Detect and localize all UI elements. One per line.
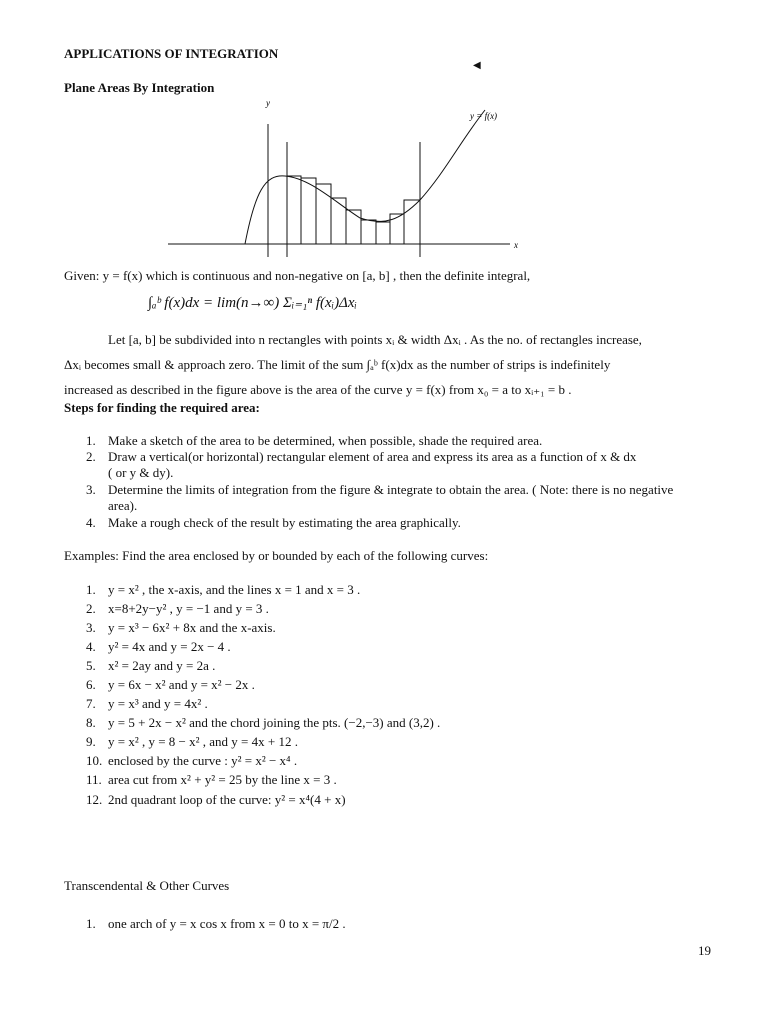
rectangles [287,142,420,257]
x-axis-label: x [514,240,518,250]
y-axis-label: y [266,98,270,108]
example-text: 2nd quadrant loop of the curve: y² = x⁴(4 + x) [108,792,346,807]
item-number: 8. [86,715,96,730]
page-number: 19 [698,943,711,958]
item-number: 7. [86,696,96,711]
example-item [86,677,255,693]
example-text: y² = 4x and y = 2x − 4 . [108,639,231,654]
item-number: 12. [86,792,103,807]
item-number: 1. [86,582,96,597]
item-number: 2. [86,601,96,616]
example-item [86,792,346,808]
subsection-title: Plane Areas By Integration [64,80,215,95]
step-item-continued: ( or y & dy). [108,465,174,480]
example-item [86,753,297,769]
definite-integral-formula: ∫ₐᵇ f(x)dx = lim(n→∞) Σᵢ₌₁ⁿ f(xᵢ)Δxᵢ [148,295,357,311]
example-text: x=8+2y−y² , y = −1 and y = 3 . [108,601,269,616]
given-text: Given: y = f(x) which is continuous and non-negative on [a, b] , then the definite integral, [64,268,531,283]
item-number: 5. [86,658,96,673]
step-item-continued: area). [108,498,138,513]
step-item: 3. Determine the limits of integration from the figure & integrate to obtain the area. ( Note: there is no negative [86,482,674,497]
example-item [86,601,269,617]
step-item: 4. Make a rough check of the result by estimating the area graphically. [86,515,461,530]
example-text: area cut from x² + y² = 25 by the line x = 3 . [108,772,337,787]
examples-heading: Examples: Find the area enclosed by or bounded by each of the following curves: [64,548,489,563]
item-number: 11. [86,772,102,787]
curve-label: y = f(x) [470,111,498,121]
example-item [86,696,208,712]
item-number: 6. [86,677,96,692]
item-number: 4. [86,639,96,654]
transcendental-item: 1. one arch of y = x cos x from x = 0 to x = π/2 . [86,916,346,931]
section-title: APPLICATIONS OF INTEGRATION [64,46,279,61]
step-item: 1. Make a sketch of the area to be determined, when possible, shade the required area. [86,433,543,448]
example-text: y = x³ and y = 4x² . [108,696,208,711]
example-item [86,658,215,674]
cursor-arrow-icon: ◀ [473,60,481,71]
paragraph-line: Let [a, b] be subdivided into n rectangles with points xᵢ & width Δxᵢ . As the no. of rectangles increase, [108,332,642,347]
riemann-sum-figure [160,92,530,262]
example-text: y = x³ − 6x² + 8x and the x-axis. [108,620,276,635]
curve [245,110,485,244]
steps-heading: Steps for finding the required area: [64,400,260,415]
paragraph-line: Δxᵢ becomes small & approach zero. The limit of the sum ∫ₐᵇ f(x)dx as the number of strips is indefinitely [64,357,611,372]
example-text: enclosed by the curve : y² = x² − x⁴ . [108,753,298,768]
example-text: x² = 2ay and y = 2a . [108,658,216,673]
example-item [86,582,360,598]
item-number: 10. [86,753,103,768]
step-item: 2. Draw a vertical(or horizontal) rectangular element of area and express its area as a function of x & dx [86,449,637,464]
item-number: 9. [86,734,96,749]
example-text: y = 6x − x² and y = x² − 2x . [108,677,255,692]
example-item [86,715,440,731]
example-text: y = 5 + 2x − x² and the chord joining the pts. (−2,−3) and (3,2) . [108,715,441,730]
example-item [86,620,276,636]
example-text: y = x² , the x-axis, and the lines x = 1 and x = 3 . [108,582,361,597]
example-item [86,772,337,788]
example-text: y = x² , y = 8 − x² , and y = 4x + 12 . [108,734,298,749]
example-item [86,639,231,655]
paragraph-line: increased as described in the figure above is the area of the curve y = f(x) from x₀ = a to xᵢ₊₁ = b . [64,382,572,397]
item-number: 3. [86,620,96,635]
transcendental-heading: Transcendental & Other Curves [64,878,230,893]
example-item [86,734,298,750]
